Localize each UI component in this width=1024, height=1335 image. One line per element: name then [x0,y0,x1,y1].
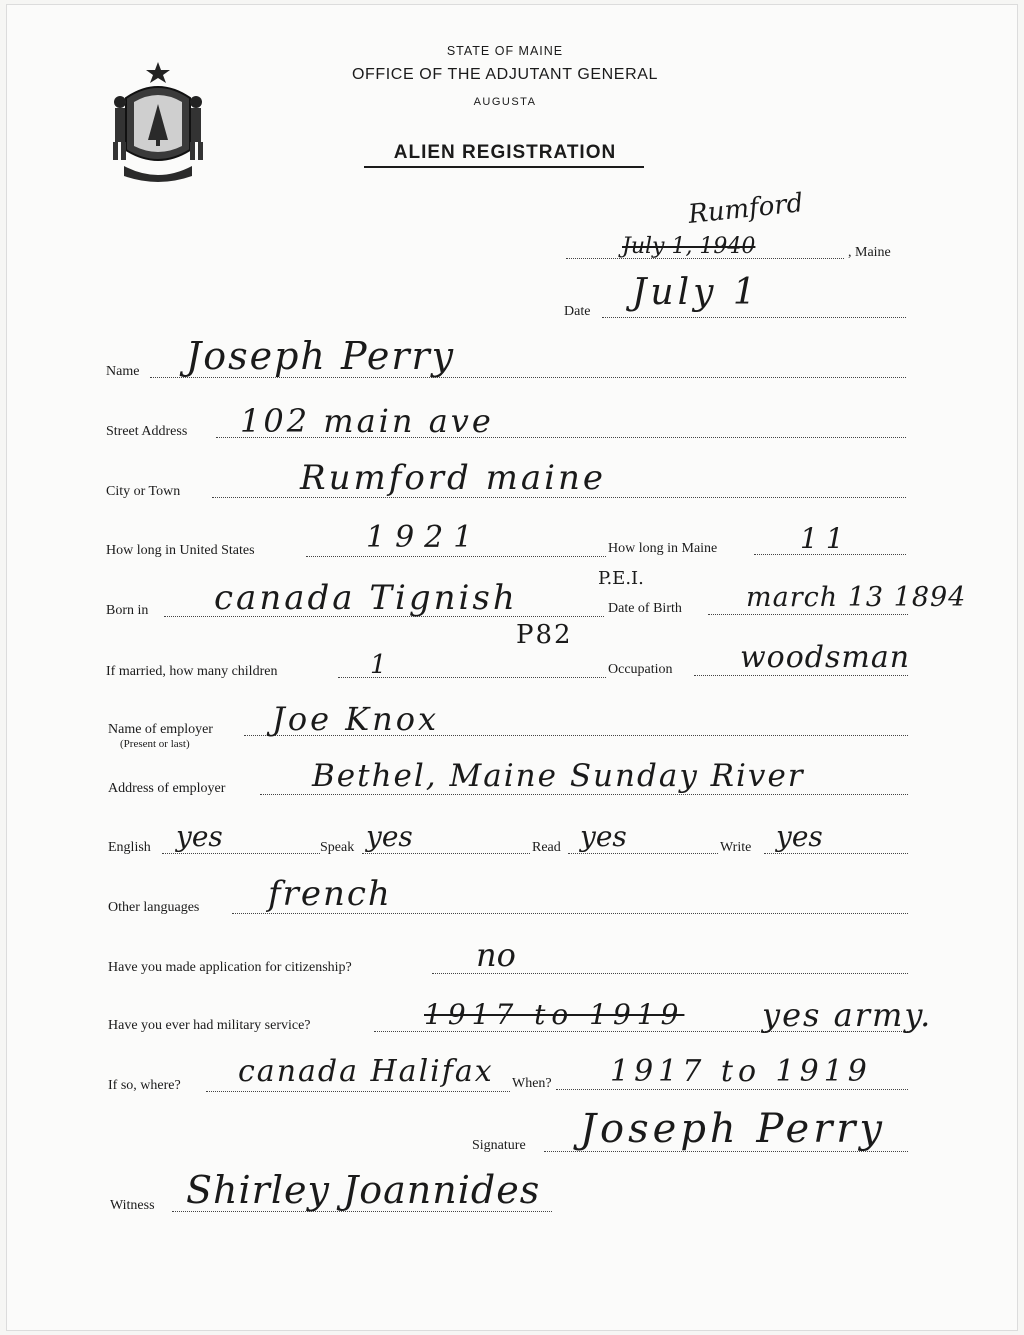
title-underline [364,166,644,168]
occupation-line [694,675,908,676]
label-city: City or Town [106,484,181,499]
street-entry: 102 main ave [240,402,494,440]
witness-entry: Shirley Joannides [186,1168,541,1212]
citizenship-entry: no [476,936,516,974]
birth-note: P82 [516,620,573,650]
header-state: STATE OF MAINE [446,44,564,58]
label-employer-note: (Present or last) [120,738,190,750]
other-languages-entry: french [268,874,392,914]
speak-entry: yes [366,820,413,853]
name-entry: Joseph Perry [186,334,456,378]
label-english: English [108,840,151,855]
header-office: OFFICE OF THE ADJUTANT GENERAL [351,66,659,83]
label-how-long-maine: How long in Maine [608,541,718,556]
label-signature: Signature [472,1138,526,1153]
label-children: If married, how many children [106,664,278,679]
label-name: Name [106,364,140,379]
english-line [162,853,320,854]
label-when: When? [512,1076,552,1091]
label-employer: Name of employer [108,722,213,737]
how-long-us-line [306,556,606,557]
city-entry: Rumford maine [300,458,607,498]
how-long-maine-entry: 11 [800,522,852,555]
label-witness: Witness [110,1198,155,1213]
label-born-in: Born in [106,603,149,618]
label-employer-address: Address of employer [108,781,226,796]
born-in-entry: canada Tignish [214,578,518,618]
date-entry: July 1 [632,272,760,313]
read-line [568,853,718,854]
label-military: Have you ever had military service? [108,1018,311,1033]
children-entry: 1 [370,650,387,680]
label-speak: Speak [320,840,355,855]
employer-address-line [260,794,908,795]
born-in-note: P.E.I. [598,568,644,589]
label-citizenship: Have you made application for citizenship? [108,960,352,975]
date-line [602,317,906,318]
header-city: AUGUSTA [473,96,537,108]
when-entry: 1917 to 1919 [610,1054,872,1089]
when-line [556,1089,908,1090]
write-line [764,853,908,854]
where-entry: canada Halifax [238,1054,494,1089]
date-of-birth-line [708,614,908,615]
employer-address-entry: Bethel, Maine Sunday River [312,758,805,794]
read-entry: yes [580,820,627,853]
maine-state-seal-icon [104,58,212,188]
label-where: If so, where? [108,1078,181,1093]
signature-entry: Joseph Perry [580,1106,887,1152]
label-read: Read [532,840,561,855]
label-date: Date [564,304,591,319]
write-entry: yes [776,820,823,853]
military-entry: yes army. [762,996,933,1034]
place-struck-entry: July 1, 1940 [622,234,756,259]
how-long-us-entry: 1921 [366,520,483,555]
label-street: Street Address [106,424,188,439]
place-entry: Rumford [686,188,805,230]
english-entry: yes [176,820,223,853]
label-how-long-us: How long in United States [106,543,255,558]
where-line [206,1091,510,1092]
label-occupation: Occupation [608,662,673,677]
form-title: ALIEN REGISTRATION [393,142,617,163]
employer-entry: Joe Knox [272,700,440,738]
label-write: Write [720,840,752,855]
military-struck-entry: 1917 to 1919 [424,998,685,1031]
label-date-of-birth: Date of Birth [608,601,682,616]
speak-line [362,853,530,854]
date-of-birth-entry: march 13 1894 [746,582,967,613]
occupation-entry: woodsman [740,640,911,675]
label-other-languages: Other languages [108,900,200,915]
label-maine: , Maine [848,245,891,260]
